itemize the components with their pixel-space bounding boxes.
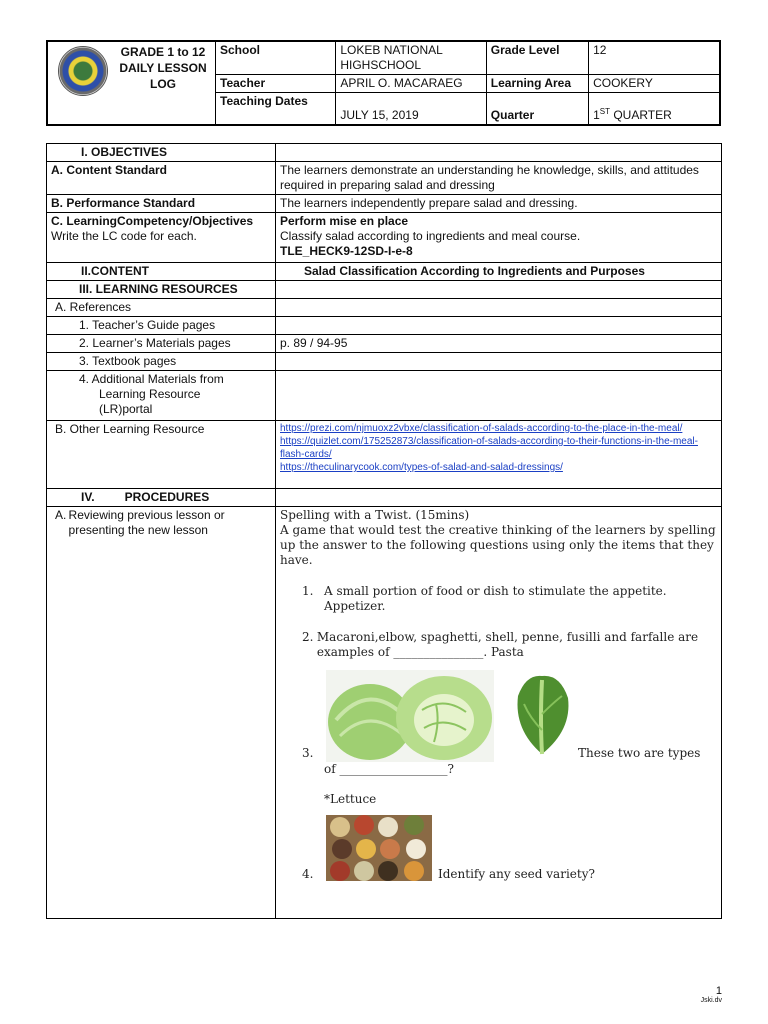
question-1: 1. A small portion of food or dish to stimulate the appetite. Appetizer. bbox=[302, 584, 667, 613]
competency-value-cell bbox=[276, 213, 722, 263]
lesson-table bbox=[46, 143, 722, 919]
ref-textbook: 3. Textbook pages bbox=[47, 353, 276, 371]
competency-sub: Write the LC code for each. bbox=[51, 229, 197, 243]
quarter-label: Quarter bbox=[486, 93, 588, 125]
review-label-cell: A. Reviewing previous lesson or presenting the new lesson bbox=[47, 507, 276, 919]
school-label: School bbox=[216, 41, 336, 75]
ref-learners-materials-value: p. 89 / 94-95 bbox=[276, 335, 722, 353]
quarter-value: 1ST QUARTER bbox=[589, 93, 720, 125]
objectives-heading: I. OBJECTIVES bbox=[47, 144, 276, 162]
question-3-text: These two are types bbox=[578, 746, 701, 760]
seed-variety-image bbox=[326, 815, 432, 881]
deped-seal-icon bbox=[58, 46, 108, 96]
romaine-lettuce-image bbox=[506, 670, 578, 756]
question-3-answer: *Lettuce bbox=[324, 792, 377, 806]
teacher-value: APRIL O. MACARAEG bbox=[336, 75, 486, 93]
resource-link-culinarycook[interactable]: https://theculinarycook.com/types-of-salad-and-salad-dressings/ bbox=[280, 462, 563, 473]
review-label: Reviewing previous lesson or presenting the new lesson bbox=[68, 508, 225, 537]
dates-label: Teaching Dates bbox=[216, 93, 336, 125]
resource-link-prezi[interactable]: https://prezi.com/njmuoxz2vbxe/classification-of-salads-according-to-the-place-in-the-meal/ bbox=[280, 423, 683, 434]
page-footer bbox=[701, 985, 722, 1004]
ref-additional-materials: 4. Additional Materials from Learning Resource (LR)portal bbox=[47, 371, 276, 421]
content-standard-label: A. Content Standard bbox=[47, 162, 276, 195]
resource-link-quizlet[interactable]: https://quizlet.com/175252873/classification-of-salads-according-to-their-functions-in-the-meal-flash-cards/ bbox=[280, 436, 698, 460]
header-title-cell bbox=[47, 41, 216, 125]
page-number: 1 bbox=[715, 985, 722, 997]
learning-area-label: Learning Area bbox=[486, 75, 588, 93]
ref-learners-materials: 2. Learner’s Materials pages bbox=[47, 335, 276, 353]
competency-value-1: Perform mise en place bbox=[280, 214, 409, 228]
references-label: A. References bbox=[47, 299, 276, 317]
question-3: 3. These two are types of __________________? bbox=[280, 670, 717, 788]
content-standard-value: The learners demonstrate an understanding he knowledge, skills, and attitudes required in preparing salad and dressing bbox=[276, 162, 722, 195]
question-2: 2. Macaroni,elbow, spaghetti, shell, penne, fusilli and farfalle are examples of _______________. Pasta bbox=[302, 630, 699, 659]
competency-cell bbox=[47, 213, 276, 263]
content-label: II.CONTENT bbox=[47, 263, 276, 281]
procedures-heading: IV. PROCEDURES bbox=[47, 489, 276, 507]
resources-heading: III. LEARNING RESOURCES bbox=[47, 281, 276, 299]
performance-standard-label: B. Performance Standard bbox=[47, 195, 276, 213]
learning-area-value: COOKERY bbox=[589, 75, 720, 93]
dates-value: JULY 15, 2019 bbox=[336, 93, 486, 125]
footer-mark: Jski.dv bbox=[700, 997, 722, 1004]
grade-level-value: 12 bbox=[589, 41, 720, 75]
log-title: DAILY LESSON bbox=[119, 61, 207, 75]
header-table bbox=[46, 40, 721, 126]
ref-teachers-guide: 1. Teacher’s Guide pages bbox=[47, 317, 276, 335]
iceberg-lettuce-image bbox=[326, 670, 494, 762]
school-value: LOKEB NATIONAL HIGHSCHOOL bbox=[336, 41, 486, 75]
performance-standard-value: The learners independently prepare salad and dressing. bbox=[276, 195, 722, 213]
other-resource-label: B. Other Learning Resource bbox=[47, 421, 276, 489]
question-4: 4. Identify any seed variety? bbox=[280, 815, 717, 887]
activity-title: Spelling with a Twist. (15mins) bbox=[280, 508, 470, 522]
lc-code: TLE_HECK9-12SD-I-e-8 bbox=[280, 244, 413, 258]
log-title-2: LOG bbox=[150, 77, 176, 91]
grade-title: GRADE 1 to 12 bbox=[120, 45, 206, 59]
teacher-label: Teacher bbox=[216, 75, 336, 93]
question-4-text: Identify any seed variety? bbox=[438, 867, 595, 881]
activity-cell bbox=[276, 507, 722, 919]
other-resource-links bbox=[276, 421, 722, 489]
content-value: Salad Classification According to Ingredients and Purposes bbox=[276, 263, 722, 281]
grade-level-label: Grade Level bbox=[486, 41, 588, 75]
competency-value-2: Classify salad according to ingredients and meal course. bbox=[280, 229, 581, 243]
question-3-blank: of __________________? bbox=[324, 762, 454, 776]
activity-intro: A game that would test the creative thinking of the learners by spelling up the answer to the following questions using only the items that they have. bbox=[280, 523, 716, 567]
competency-label: C. LearningCompetency/Objectives bbox=[51, 214, 254, 228]
